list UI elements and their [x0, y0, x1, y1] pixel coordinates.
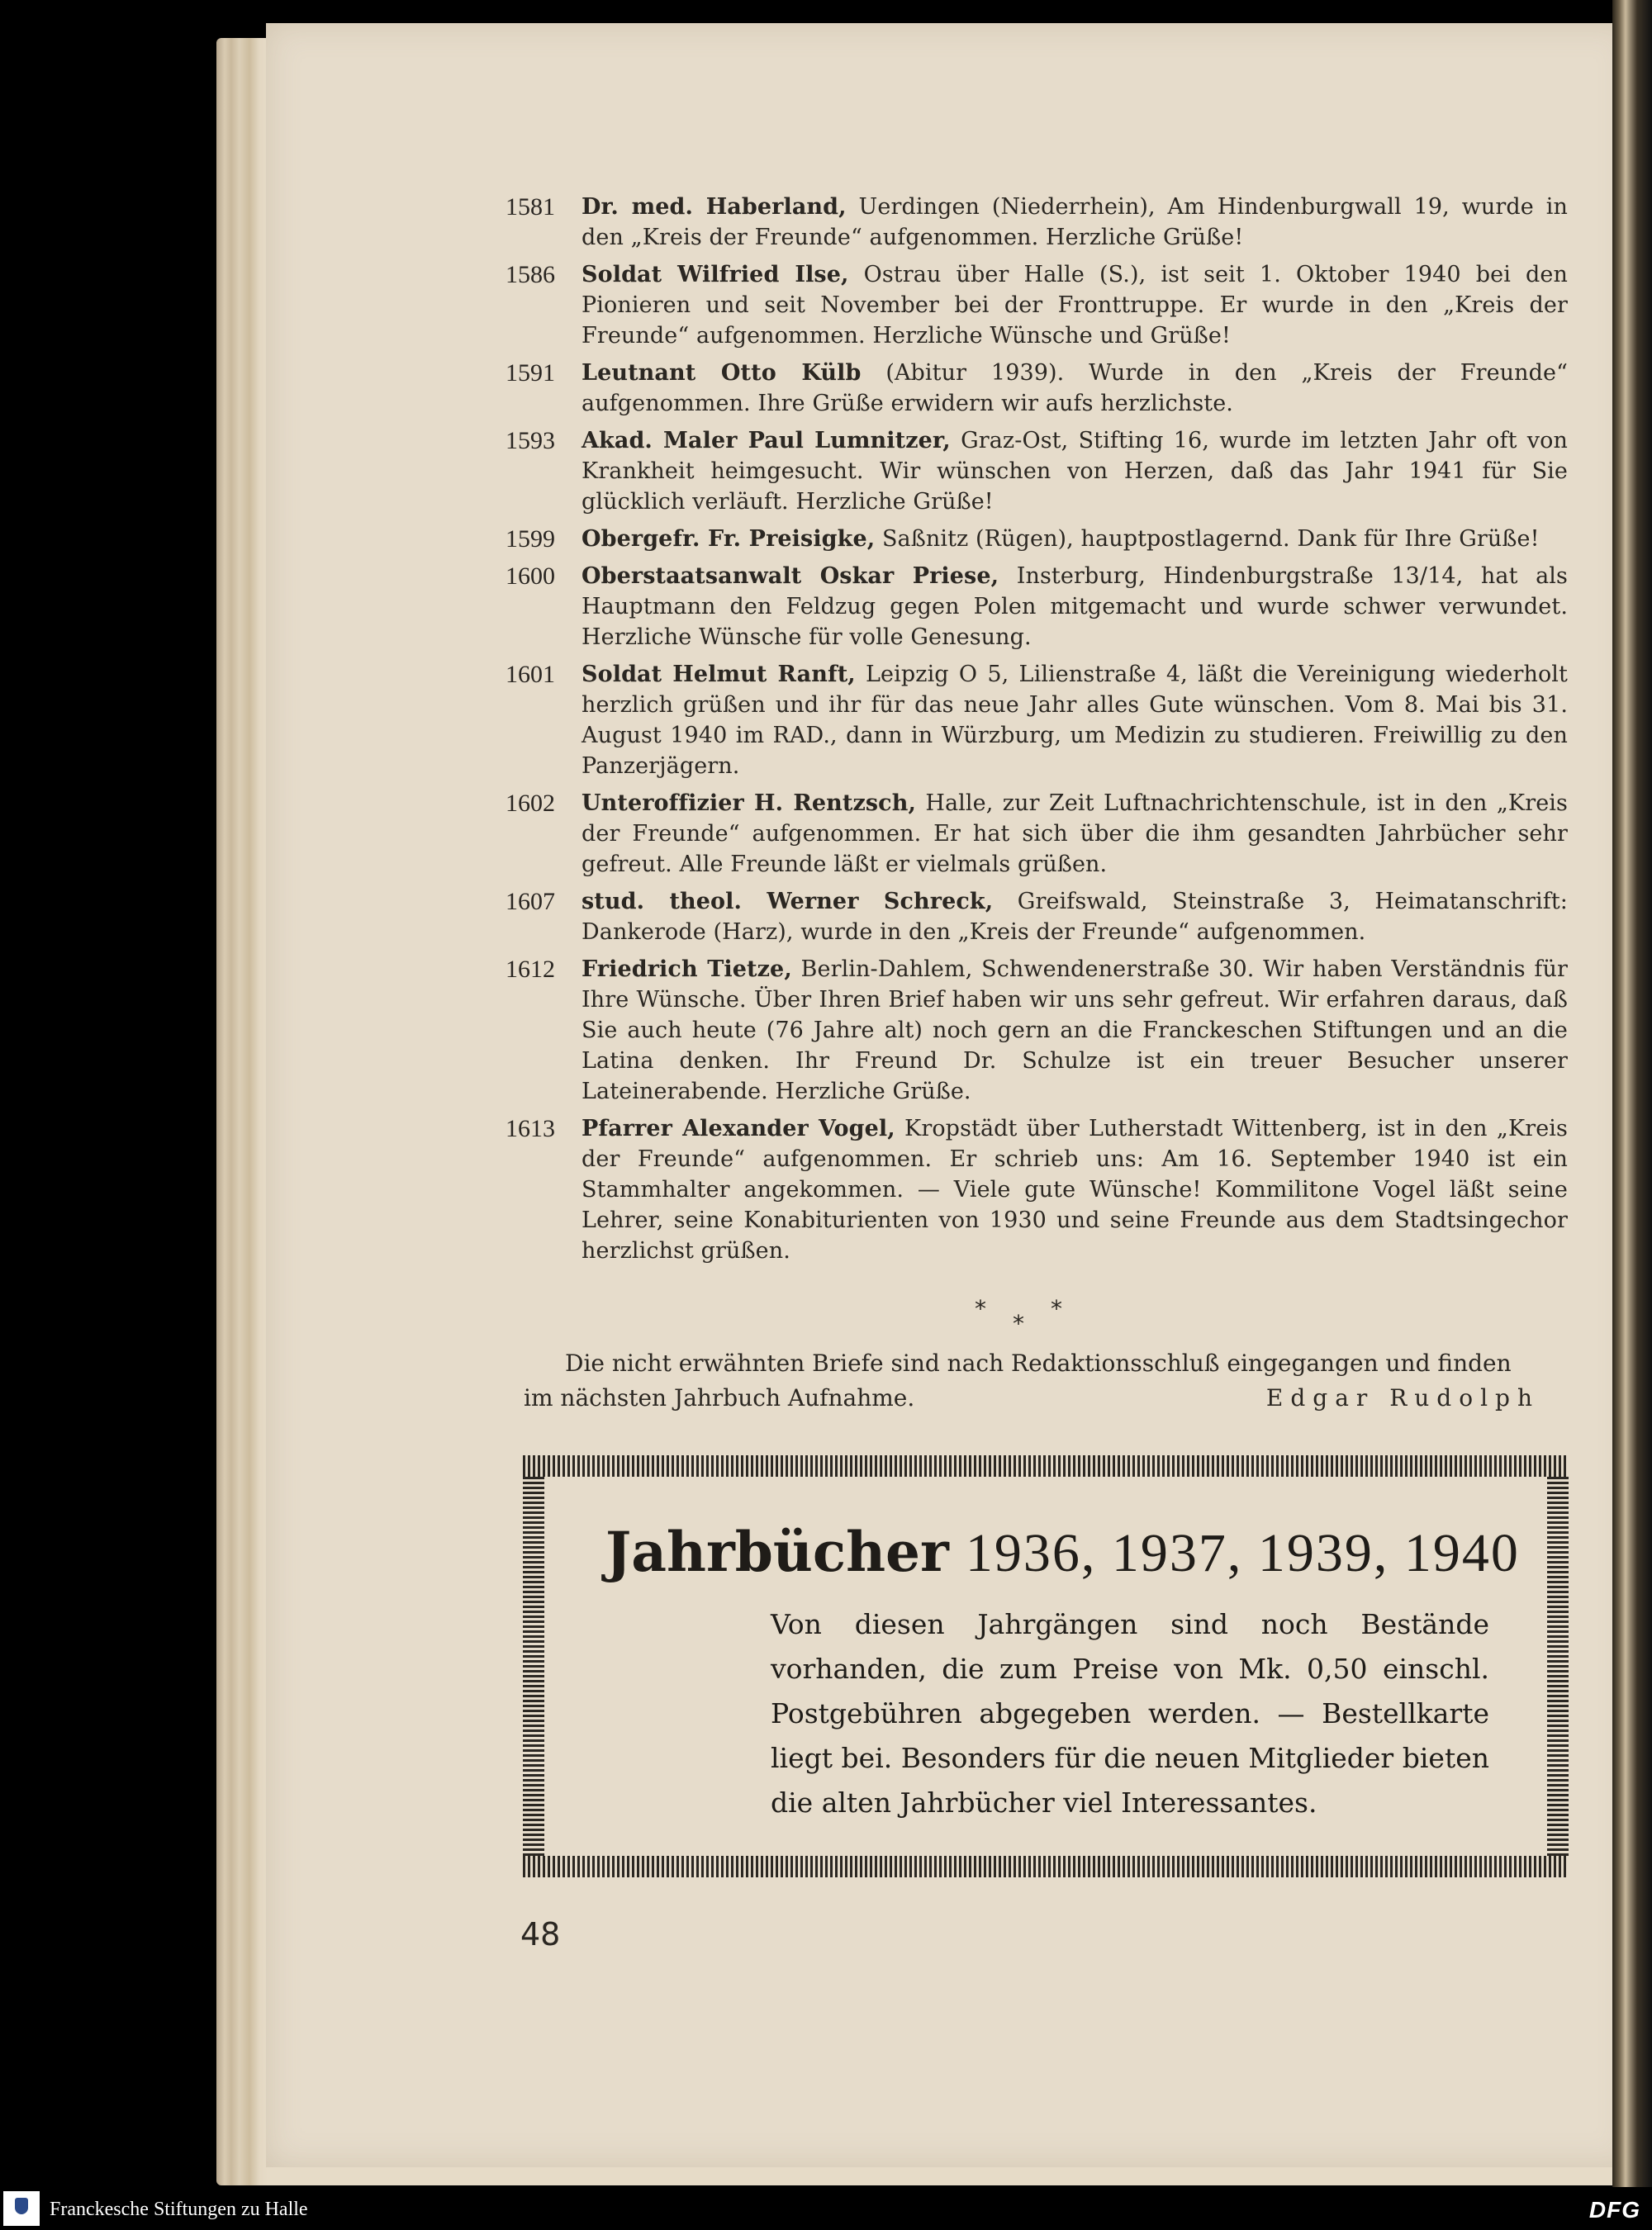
entry-number: 1602 [506, 790, 555, 817]
institution-name: Franckesche Stiftungen zu Halle [50, 2199, 308, 2220]
entry-number: 1586 [506, 261, 555, 288]
entry-body: Berlin-Dahlem, Schwendenerstraße 30. Wir haben Verständnis für Ihre Wünsche. Über Ihren Brief haben wir uns sehr gefreut. Wir erfahren daraus, daß Sie auch heute (76 Jahre alt) noch gern an die Franckeschen Stiftungen und an die Latina denken. Ihr Freund Dr. Schulze ist ein treuer Besucher unserer Lateinerabende. Herzliche Grüße. [582, 956, 1569, 1104]
list-item [506, 1113, 1568, 1266]
ad-title-word: Jahrbücher [605, 1520, 949, 1584]
list-item [506, 192, 1568, 253]
entry-text [582, 192, 1568, 253]
entry-text [582, 886, 1568, 947]
entry-number: 1591 [506, 359, 555, 387]
list-item [506, 259, 1568, 351]
list-item [506, 358, 1568, 419]
editor-signature: Edgar Rudolph [1265, 1384, 1540, 1412]
closing-note [524, 1346, 1568, 1416]
entry-number: 1581 [506, 193, 555, 221]
entry-name: Akad. Maler Paul Lumnitzer, [582, 428, 951, 453]
institution-logo[interactable] [3, 2191, 40, 2226]
entry-text [582, 259, 1568, 351]
divider-star: * [975, 1295, 986, 1322]
entry-number: 1599 [506, 525, 555, 553]
ad-title-years: 1936, 1937, 1939, 1940 [965, 1523, 1520, 1583]
entry-name: stud. theol. Werner Schreck, [582, 889, 994, 914]
divider-star: * [1051, 1295, 1062, 1322]
divider-star: * [1013, 1310, 1024, 1337]
entry-text [582, 954, 1568, 1107]
list-item [506, 788, 1568, 880]
entry-name: Unteroffizier H. Rentzsch, [582, 790, 916, 816]
entry-name: Dr. med. Haberland, [582, 194, 847, 220]
institution-logo-mark [15, 2198, 28, 2214]
entry-name: Pfarrer Alexander Vogel, [582, 1116, 895, 1141]
entry-number: 1600 [506, 562, 555, 590]
ad-border-top [523, 1455, 1569, 1477]
entry-text [582, 1113, 1568, 1266]
ad-border-left [523, 1477, 544, 1856]
list-item [506, 954, 1568, 1107]
entry-body: Uerdingen (Niederrhein), Am Hindenburgwall 19, wurde in den „Kreis der Freunde“ aufgenommen. Herzliche Grüße! [582, 194, 1568, 250]
entry-name: Obergefr. Fr. Preisigke, [582, 526, 876, 552]
closing-line-2 [524, 1381, 1568, 1416]
entry-body: Saßnitz (Rügen), hauptpostlagernd. Dank für Ihre Grüße! [881, 526, 1540, 552]
entry-number: 1613 [506, 1115, 555, 1142]
entry-name: Oberstaatsanwalt Oskar Priese, [582, 563, 999, 589]
list-item [506, 659, 1568, 781]
closing-line-2-text: im nächsten Jahrbuch Aufnahme. [524, 1384, 915, 1412]
entry-text [582, 358, 1568, 419]
entry-name: Soldat Helmut Ranft, [582, 662, 856, 687]
entry-body: Insterburg, Hindenburgstraße 13/14, hat als Hauptmann den Feldzug gegen Polen mitgemacht und wurde schwer verwundet. Herzliche Wünsche für volle Genesung. [582, 563, 1568, 650]
entry-text [582, 425, 1568, 517]
entry-body: (Abitur 1939). Wurde in den „Kreis der Freunde“ aufgenommen. Ihre Grüße erwidern wir aufs herzlichste. [582, 360, 1569, 416]
ad-title [605, 1520, 1520, 1585]
closing-line-1: Die nicht erwähnten Briefe sind nach Redaktionsschluß eingegangen und finden [565, 1350, 1512, 1377]
ad-body: Von diesen Jahrgängen sind noch Bestände vorhanden, die zum Preise von Mk. 0,50 einschl. Postgebühren abgegeben werden. — Bestellkarte liegt bei. Besonders für die neuen Mitglieder bieten die alten Jahrbücher viel Interessantes. [771, 1608, 1489, 1819]
list-item [506, 425, 1568, 517]
book-gutter-shadow [1612, 0, 1652, 2230]
entry-name: Leutnant Otto Külb [582, 360, 862, 386]
entry-number: 1612 [506, 956, 555, 983]
entry-body: Kropstädt über Lutherstadt Wittenberg, ist in den „Kreis der Freunde“ aufgenommen. Er schrieb uns: Am 16. September 1940 ist ein Stammhalter angekommen. — Viele gute Wünsche! Kommilitone Vogel läßt seine Lehrer, seine Konabiturienten von 1930 und seine Freunde aus dem Stadtsingechor herzlichst grüßen. [582, 1116, 1568, 1264]
entry-body: Graz-Ost, Stifting 16, wurde im letzten Jahr oft von Krankheit heimgesucht. Wir wünschen von Herzen, daß das Jahr 1941 für Sie glücklich verläuft. Herzliche Grüße! [582, 428, 1569, 515]
entry-body: Greifswald, Steinstraße 3, Heimatanschrift: Dankerode (Harz), wurde in den „Kreis der Freunde“ aufgenommen. [582, 889, 1568, 945]
entry-list [506, 192, 1568, 1273]
entry-name: Soldat Wilfried Ilse, [582, 262, 849, 287]
ad-border-bottom [523, 1856, 1569, 1877]
list-item [506, 561, 1568, 652]
entry-text [582, 524, 1568, 554]
yearbook-advertisement [523, 1455, 1569, 1877]
list-item [506, 886, 1568, 947]
entry-number: 1601 [506, 661, 555, 688]
entry-number: 1607 [506, 888, 555, 915]
entry-body: Ostrau über Halle (S.), ist seit 1. Oktober 1940 bei den Pionieren und seit November bei der Fronttruppe. Er wurde in den „Kreis der Freunde“ aufgenommen. Herzliche Wünsche und Grüße! [582, 262, 1568, 349]
entry-body: Leipzig O 5, Lilienstraße 4, läßt die Vereinigung wiederholt herzlich grüßen und ihr für das neue Jahr alles Gute wünschen. Vom 8. Mai bis 31. August 1940 im RAD., dann in Würzburg, um Medizin zu studieren. Freiwillig zu den Panzerjägern. [582, 662, 1568, 779]
ad-border-right [1547, 1477, 1569, 1856]
dfg-logo: DFG [1588, 2197, 1640, 2223]
entry-text [582, 788, 1568, 880]
section-divider-stars [975, 1295, 1107, 1345]
page-number: 48 [520, 1916, 561, 1952]
list-item [506, 524, 1568, 554]
entry-text [582, 561, 1568, 652]
entry-text [582, 659, 1568, 781]
entry-body: Halle, zur Zeit Luftnachrichtenschule, ist in den „Kreis der Freunde“ aufgenommen. Er hat sich über die ihm gesandten Jahrbücher sehr gefreut. Alle Freunde läßt er vielmals grüßen. [582, 790, 1568, 877]
entry-number: 1593 [506, 427, 555, 454]
entry-name: Friedrich Tietze, [582, 956, 792, 982]
